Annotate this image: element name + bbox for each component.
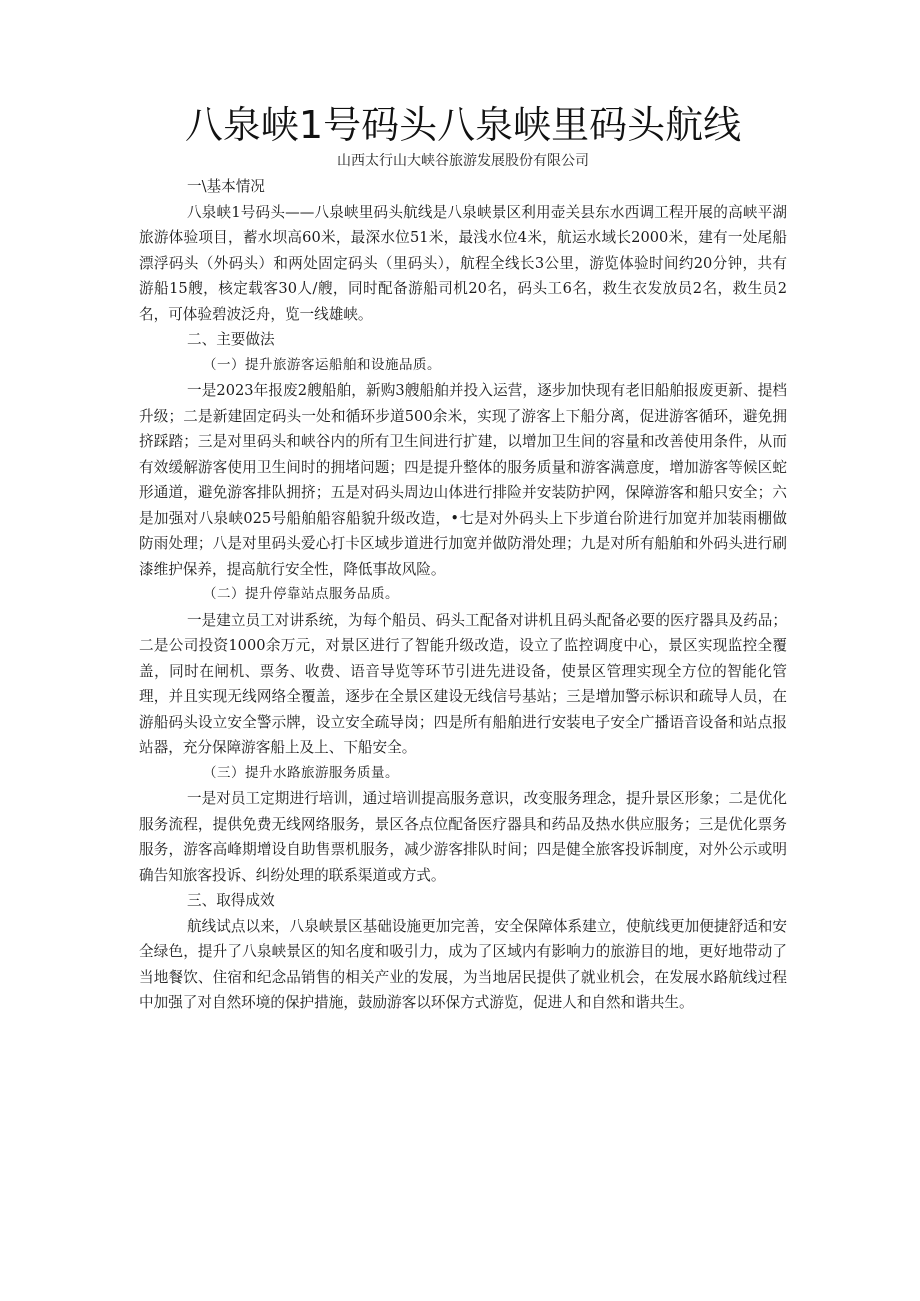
- company-name: 山西太行山大峡谷旅游发展股份有限公司: [337, 153, 589, 169]
- section-1-paragraph: 八泉峡1号码头——八泉峡里码头航线是八泉峡景区利用壶关县东水西调工程开展的高峡平湖旅游体验项目，蓄水坝高60米，最深水位51米，最浅水位4米，航运水域长2000米，建有一处尾船漂浮码头（外码头）和两处固定码头（里码头），航程全线长3公里，游览体验时间约20分钟，共有游船15艘，核定载客30人/艘，同时配备游船司机20名，码头工6名，救生衣发放员2名，救生员2名，可体验碧波泛舟，览一线雄峡。: [139, 203, 787, 323]
- subsection-3-heading: （三）提升水路旅游服务质量。: [203, 764, 399, 781]
- section-3-heading: 三、取得成效: [187, 892, 275, 909]
- document-body: [139, 174, 787, 1016]
- section-1-heading: 一\基本情况: [187, 178, 265, 195]
- document-title: 八泉峡1号码头八泉峡里码头航线: [184, 103, 742, 147]
- subsection-2-paragraph: 一是建立员工对讲系统，为每个船员、码头工配备对讲机且码头配备必要的医疗器具及药品；二是公司投资1000余万元，对景区进行了智能升级改造，设立了监控调度中心，景区实现监控全覆盖，同时在闸机、票务、收费、语音导览等环节引进先进设备，使景区管理实现全方位的智能化管理，并且实现无线网络全覆盖，逐步在全景区建设无线信号基站；三是增加警示标识和疏导人员，在游船码头设立安全警示牌，设立安全疏导岗；四是所有船舶进行安装电子安全广播语音设备和站点报站器，充分保障游客船上及上、下船安全。: [139, 611, 787, 756]
- document-page: [139, 100, 787, 1016]
- subsection-1-paragraph: 一是2023年报废2艘船舶，新购3艘船舶并投入运营，逐步加快现有老旧船舶报废更新、提档升级；二是新建固定码头一处和循环步道500余米，实现了游客上下船分离，促进游客循环，避免拥挤踩踏；三是对里码头和峡谷内的所有卫生间进行扩建，以增加卫生间的容量和改善使用条件，从而有效缓解游客使用卫生间时的拥堵问题；四是提升整体的服务质量和游客满意度，增加游客等候区蛇形通道，避免游客排队拥挤；五是对码头周边山体进行排险并安装防护网，保障游客和船只安全；六是加强对八泉峡025号船舶船容船貌升级改造，•七是对外码头上下步道台阶进行加宽并加装雨棚做防雨处理；八是对里码头爱心打卡区域步道进行加宽并做防滑处理；九是对所有船舶和外码头进行刷漆维护保养，提高航行安全性，降低事故风险。: [139, 382, 787, 578]
- subsection-2-heading: （二）提升停靠站点服务品质。: [203, 586, 399, 602]
- subsection-1-heading: （一）提升旅游客运船舶和设施品质。: [203, 356, 441, 373]
- subsection-3-paragraph: 一是对员工定期进行培训，通过培训提高服务意识，改变服务理念，提升景区形象；二是优化服务流程，提供免费无线网络服务，景区各点位配备医疗器具和药品及热水供应服务；三是优化票务服务，游客高峰期增设自助售票机服务，减少游客排队时间；四是健全旅客投诉制度，对外公示或明确告知旅客投诉、纠纷处理的联系渠道或方式。: [139, 790, 787, 884]
- section-2-heading: 二、主要做法: [187, 331, 275, 348]
- section-3-paragraph: 航线试点以来，八泉峡景区基础设施更加完善，安全保障体系建立，使航线更加便捷舒适和安全绿色，提升了八泉峡景区的知名度和吸引力，成为了区域内有影响力的旅游目的地，更好地带动了当地餐饮、住宿和纪念品销售的相关产业的发展，为当地居民提供了就业机会，在发展水路航线过程中加强了对自然环境的保护措施，鼓励游客以环保方式游览，促进人和自然和谐共生。: [139, 917, 787, 1011]
